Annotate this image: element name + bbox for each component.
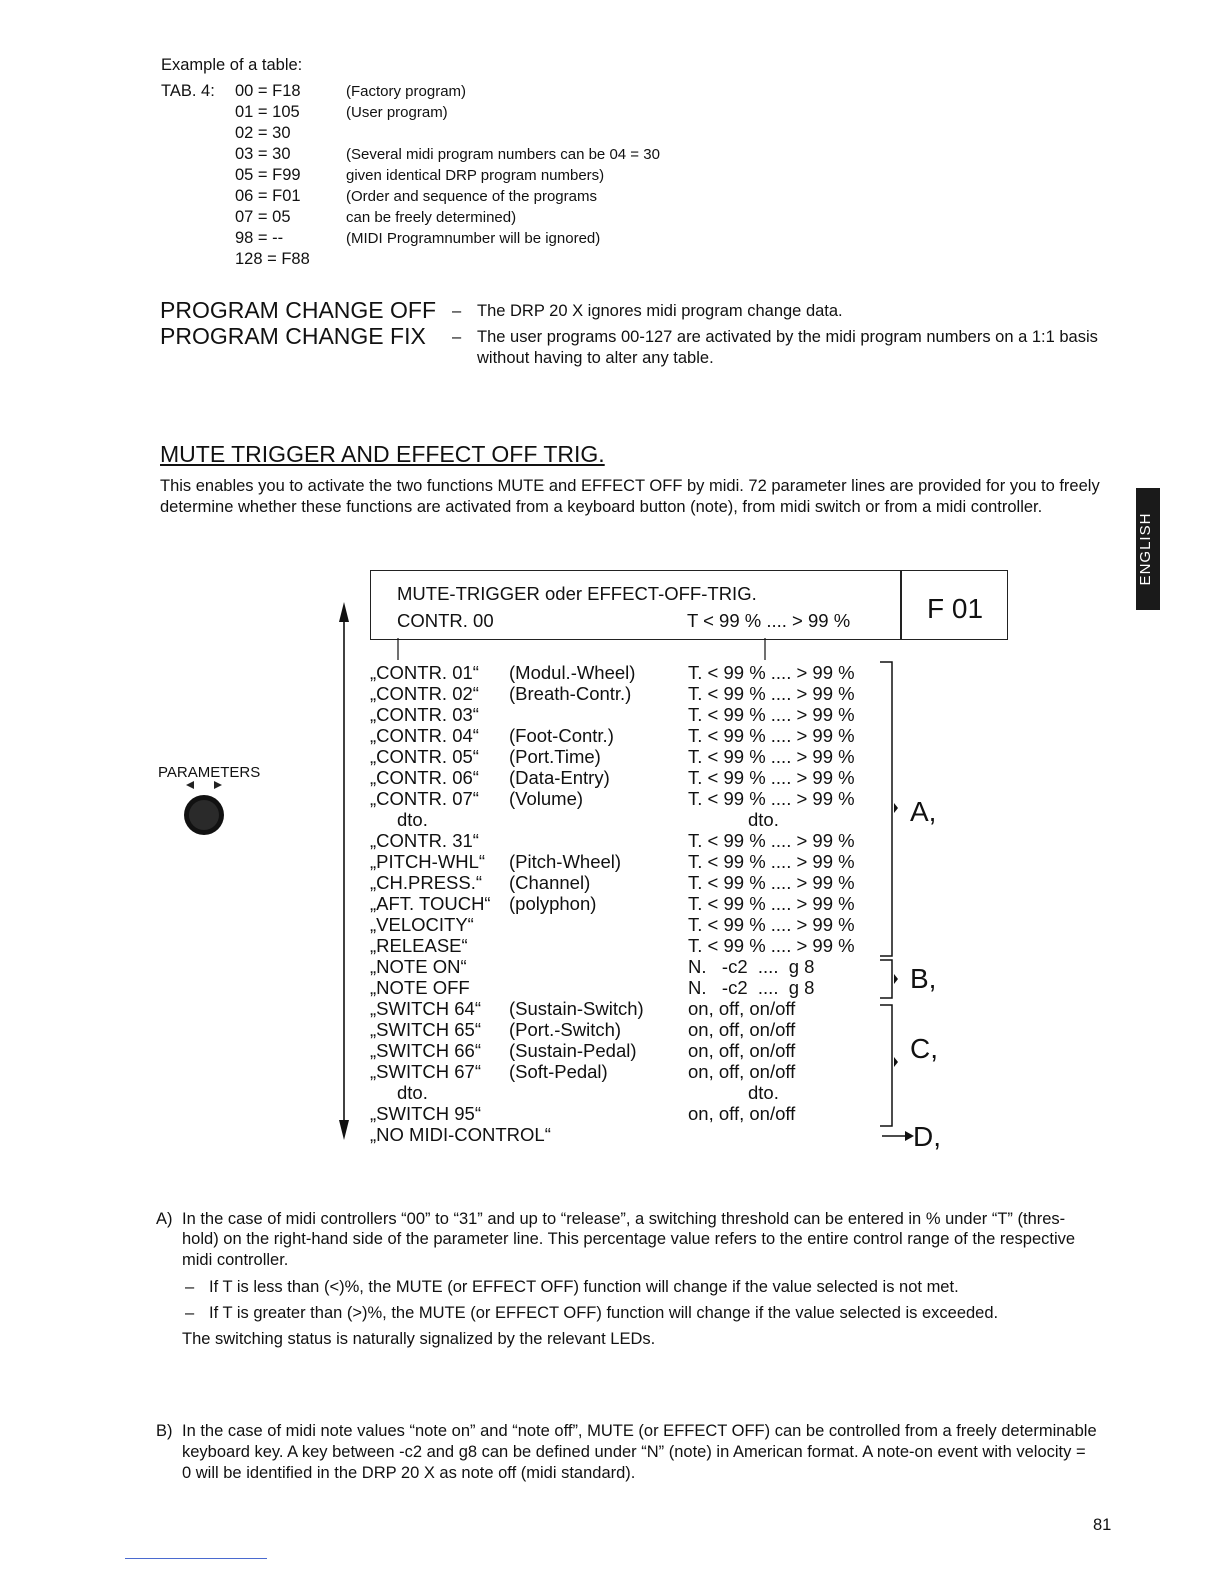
param-value: N. -c2 .... g 8: [688, 977, 815, 998]
bullet-dash: –: [185, 1304, 195, 1322]
param-desc: (Soft-Pedal): [509, 1061, 608, 1082]
param-desc: (Pitch-Wheel): [509, 851, 622, 872]
group-label-a: A,: [910, 796, 937, 827]
group-label-b: B,: [910, 963, 937, 994]
param-name: „AFT. TOUCH“: [370, 893, 491, 914]
mute-heading: MUTE TRIGGER AND EFFECT OFF TRIG.: [160, 441, 605, 467]
tab-mapping: 03 = 30: [235, 145, 291, 163]
param-desc: (Sustain-Switch): [509, 998, 644, 1019]
group-label-d: D,: [913, 1121, 941, 1152]
param-name: dto.: [397, 809, 428, 830]
program-change-off-dash: –: [452, 302, 462, 320]
param-desc: (Volume): [509, 788, 584, 809]
param-name: „CONTR. 06“: [370, 767, 479, 788]
param-name: „SWITCH 64“: [370, 998, 481, 1019]
note-b-line-3: 0 will be identified in the DRP 20 X as note off (midi standard).: [182, 1464, 636, 1482]
note-b-marker: B): [156, 1422, 173, 1440]
note-a-line-2: hold) on the right-hand side of the parameter line. This percentage value refers to the entire control range of the respective: [182, 1230, 1076, 1248]
program-change-fix-text-2: without having to alter any table.: [477, 349, 714, 367]
param-name: „CH.PRESS.“: [370, 872, 483, 893]
param-name: „NOTE OFF: [370, 977, 470, 998]
param-value: on, off, on/off: [688, 1061, 796, 1082]
param-value: N. -c2 .... g 8: [688, 956, 815, 977]
param-name: „VELOCITY“: [370, 914, 474, 935]
program-change-fix-title: PROGRAM CHANGE FIX: [160, 323, 426, 349]
tab-mapping: 05 = F99: [235, 166, 301, 184]
mute-intro-line-2: determine whether these functions are activated from a keyboard button (note), from midi switch or from a midi controller.: [160, 498, 1043, 516]
param-desc: (Port.Time): [509, 746, 601, 767]
param-name: „RELEASE“: [370, 935, 468, 956]
param-value: on, off, on/off: [688, 1040, 796, 1061]
param-name: „CONTR. 02“: [370, 683, 479, 704]
program-change-fix-dash: –: [452, 328, 462, 346]
tab-mapping: 07 = 05: [235, 208, 291, 226]
param-value: on, off, on/off: [688, 1103, 796, 1124]
param-value: T. < 99 % .... > 99 %: [688, 872, 855, 893]
tab-label: TAB. 4:: [161, 82, 215, 100]
note-a-marker: A): [156, 1210, 173, 1228]
display-line-2-left: CONTR. 00: [397, 610, 494, 631]
parameters-label: PARAMETERS: [158, 764, 261, 781]
param-name: „CONTR. 03“: [370, 704, 479, 725]
tab-mapping: 128 = F88: [235, 250, 310, 268]
tab-mapping: 00 = F18: [235, 82, 301, 100]
param-name: „SWITCH 65“: [370, 1019, 481, 1040]
tab-note: (MIDI Programnumber will be ignored): [346, 230, 601, 247]
tab-note: (Factory program): [346, 83, 467, 100]
param-name: „NO MIDI-CONTROL“: [370, 1124, 551, 1145]
program-change-fix-text: The user programs 00-127 are activated by the midi program numbers on a 1:1 basis: [477, 328, 1098, 346]
display-line-2-right: T < 99 % .... > 99 %: [687, 610, 851, 631]
tab-mapping: 02 = 30: [235, 124, 291, 142]
arrow-down-icon: [339, 1120, 349, 1140]
mute-intro-line-1: This enables you to activate the two functions MUTE and EFFECT OFF by midi. 72 parameter lines are provided for you to freely: [160, 477, 1100, 495]
param-value: T. < 99 % .... > 99 %: [688, 683, 855, 704]
group-label-c: C,: [910, 1033, 938, 1064]
note-a-bullet-1: If T is less than (<)%, the MUTE (or EFFECT OFF) function will change if the value selected is not met.: [209, 1278, 959, 1296]
param-name: „NOTE ON“: [370, 956, 467, 977]
param-desc: (Channel): [509, 872, 591, 893]
tab-mapping: 98 = --: [235, 229, 284, 247]
example-label: Example of a table:: [161, 56, 303, 74]
param-value: dto.: [748, 809, 779, 830]
note-a-closing: The switching status is naturally signalized by the relevant LEDs.: [182, 1330, 656, 1348]
param-value: on, off, on/off: [688, 998, 796, 1019]
param-name: „CONTR. 31“: [370, 830, 479, 851]
param-name: „CONTR. 04“: [370, 725, 479, 746]
param-desc: (Breath-Contr.): [509, 683, 632, 704]
param-name: „SWITCH 95“: [370, 1103, 481, 1124]
param-desc: (Sustain-Pedal): [509, 1040, 637, 1061]
param-name: „SWITCH 66“: [370, 1040, 481, 1061]
param-value: T. < 99 % .... > 99 %: [688, 893, 855, 914]
tab-note: (Several midi program numbers can be 04 = 30: [346, 146, 660, 163]
param-value: T. < 99 % .... > 99 %: [688, 704, 855, 725]
param-name: „CONTR. 07“: [370, 788, 479, 809]
param-value: T. < 99 % .... > 99 %: [688, 662, 855, 683]
tab-note: can be freely determined): [346, 209, 517, 226]
program-change-off-title: PROGRAM CHANGE OFF: [160, 297, 437, 323]
param-name: „CONTR. 01“: [370, 662, 479, 683]
footer-rule: [125, 1558, 267, 1559]
page-number: 81: [1093, 1516, 1112, 1534]
param-name: dto.: [397, 1082, 428, 1103]
note-b-line-2: keyboard key. A key between -c2 and g8 can be defined under “N” (note) in American format. A note-on event with velocity =: [182, 1443, 1086, 1461]
program-change-off-text: The DRP 20 X ignores midi program change data.: [477, 302, 843, 320]
tab-mapping: 06 = F01: [235, 187, 301, 205]
param-value: dto.: [748, 1082, 779, 1103]
note-a-line-1: In the case of midi controllers “00” to “31” and up to “release”, a switching threshold can be entered in % under “T” (thres-: [182, 1210, 1066, 1228]
param-desc: (Modul.-Wheel): [509, 662, 636, 683]
tab-note: given identical DRP program numbers): [346, 167, 605, 184]
param-name: „SWITCH 67“: [370, 1061, 481, 1082]
arrow-up-icon: [339, 602, 349, 622]
language-tab-label: ENGLISH: [1137, 512, 1154, 586]
bullet-dash: –: [185, 1278, 195, 1296]
param-value: T. < 99 % .... > 99 %: [688, 914, 855, 935]
note-a-bullet-2: If T is greater than (>)%, the MUTE (or EFFECT OFF) function will change if the value selected is exceeded.: [209, 1304, 999, 1322]
param-value: T. < 99 % .... > 99 %: [688, 788, 855, 809]
param-value: T. < 99 % .... > 99 %: [688, 935, 855, 956]
param-value: T. < 99 % .... > 99 %: [688, 725, 855, 746]
note-a-line-3: midi controller.: [182, 1251, 289, 1269]
tab-note: (Order and sequence of the programs: [346, 188, 597, 205]
param-name: „PITCH-WHL“: [370, 851, 486, 872]
tab-note: (User program): [346, 104, 448, 121]
tab-mapping: 01 = 105: [235, 103, 300, 121]
param-desc: (polyphon): [509, 893, 597, 914]
display-line-1: MUTE-TRIGGER oder EFFECT-OFF-TRIG.: [397, 583, 757, 604]
note-b-line-1: In the case of midi note values “note on” and “note off”, MUTE (or EFFECT OFF) can be controlled from a freely determinable: [182, 1422, 1097, 1440]
param-value: T. < 99 % .... > 99 %: [688, 851, 855, 872]
param-value: T. < 99 % .... > 99 %: [688, 746, 855, 767]
param-name: „CONTR. 05“: [370, 746, 479, 767]
param-desc: (Port.-Switch): [509, 1019, 622, 1040]
param-value: T. < 99 % .... > 99 %: [688, 830, 855, 851]
display-code: F 01: [927, 593, 984, 624]
param-desc: (Foot-Contr.): [509, 725, 614, 746]
param-value: T. < 99 % .... > 99 %: [688, 767, 855, 788]
param-value: on, off, on/off: [688, 1019, 796, 1040]
param-desc: (Data-Entry): [509, 767, 610, 788]
